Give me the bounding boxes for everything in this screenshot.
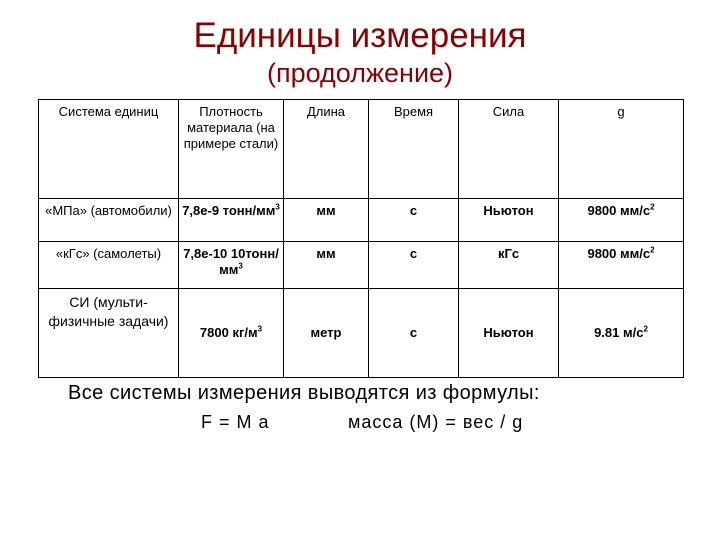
cell-density: [179, 199, 284, 242]
cell-g-exponent: 2: [650, 245, 655, 255]
footer-statement: Все системы измерения выводятся из формулы:: [68, 382, 540, 404]
cell-g: [559, 242, 684, 289]
cell-density-value: 7,8е-9 тонн/мм: [182, 203, 276, 218]
table-row: [39, 199, 684, 242]
cell-density-exponent: 3: [257, 324, 263, 334]
cell-length: метр: [284, 289, 369, 378]
header-cell-force: Сила: [459, 100, 559, 199]
cell-density-value: 7,8е-10 10тонн/мм: [183, 246, 279, 277]
header-cell-length: Длина: [284, 100, 369, 199]
cell-density-value: 7800 кг/м: [199, 325, 258, 340]
cell-g-exponent: 2: [643, 324, 648, 334]
cell-g-value: 9800 мм/с: [587, 246, 651, 261]
cell-density: [179, 242, 284, 289]
cell-g: [559, 289, 684, 378]
cell-g: [559, 199, 684, 242]
force-formula: F = M a: [201, 412, 270, 432]
table-row: [39, 242, 684, 289]
table-row: [39, 289, 684, 378]
cell-g-exponent: 2: [650, 202, 655, 212]
cell-force: Ньютон: [459, 199, 559, 242]
cell-g-value: 9.81 м/с: [594, 325, 644, 340]
cell-g-value: 9800 мм/с: [587, 203, 651, 218]
cell-system: «МПа» (автомобили): [39, 199, 179, 242]
cell-force: Ньютон: [459, 289, 559, 378]
table-header-row: [39, 100, 684, 199]
cell-density-exponent: 3: [275, 202, 280, 212]
header-cell-time: Время: [369, 100, 459, 199]
cell-density: [179, 289, 284, 378]
cell-time: с: [369, 199, 459, 242]
slide-subtitle: (продолжение): [266, 58, 454, 88]
header-cell-system: Система единиц: [39, 100, 179, 199]
cell-time: с: [369, 242, 459, 289]
mass-formula: масса (M) = вес / g: [348, 412, 524, 432]
cell-density-exponent: 3: [238, 261, 243, 271]
cell-system: СИ (мульти-физичные задачи): [39, 289, 179, 378]
cell-system: «кГс» (самолеты): [39, 242, 179, 289]
cell-force: кГс: [459, 242, 559, 289]
header-cell-g: g: [559, 100, 684, 199]
slide-title: Единицы измерения: [193, 16, 527, 55]
header-cell-density: Плотность материала (на примере стали): [179, 100, 284, 199]
cell-time: с: [369, 289, 459, 378]
units-table: [38, 99, 684, 378]
cell-length: мм: [284, 199, 369, 242]
cell-length: мм: [284, 242, 369, 289]
